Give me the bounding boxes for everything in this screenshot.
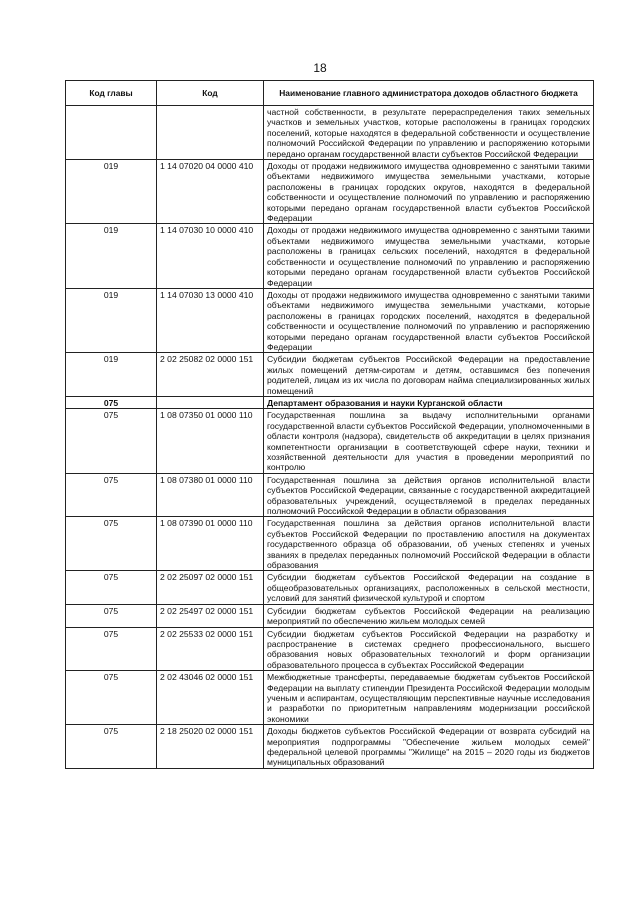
header-code: Код [157, 81, 264, 106]
table-row [66, 604, 594, 627]
revenue-name-cell: Государственная пошлина за действия органов исполнительной власти субъектов Российской Федерации по проставлению апостиля на документах государственного образца об образовании, об ученых степенях и ученых званиях в пределах переданных полномочий Российской Федерации в области образования [264, 517, 594, 571]
department-row [66, 396, 594, 408]
chapter-code-cell: 075 [66, 396, 157, 408]
table-header-row [66, 81, 594, 106]
chapter-code-cell: 075 [66, 517, 157, 571]
table-row [66, 517, 594, 571]
table-row [66, 473, 594, 517]
revenue-code-cell: 1 08 07390 01 0000 110 [157, 517, 264, 571]
revenue-name-cell: Доходы от продажи недвижимого имущества одновременно с занятыми такими объектами недвижимого имущества земельными участками, которые расположены в границах сельских поселений, находятся в федеральной собственности и осуществление полномочий по управлению и распоряжению которыми передано органам государственной власти субъектов Российской Федерации [264, 224, 594, 288]
revenue-name-cell: Департамент образования и науки Курганской области [264, 396, 594, 408]
table-row [66, 106, 594, 160]
chapter-code-cell: 075 [66, 473, 157, 517]
chapter-code-cell: 075 [66, 604, 157, 627]
revenue-name-cell: Межбюджетные трансферты, передаваемые бюджетам субъектов Российской Федерации на выплату стипендии Президента Российской Федерации молодым ученым и аспирантам, осуществляющим перспективные научные исследования и разработки по приоритетным направлениям модернизации российской экономики [264, 671, 594, 725]
revenue-code-cell [157, 396, 264, 408]
revenue-code-cell: 2 02 25497 02 0000 151 [157, 604, 264, 627]
chapter-code-cell: 019 [66, 224, 157, 288]
table-row [66, 725, 594, 769]
chapter-code-cell: 019 [66, 160, 157, 224]
page-number: 18 [313, 61, 327, 75]
revenue-name-cell: Субсидии бюджетам субъектов Российской Федерации на реализацию мероприятий по обеспечению жильем молодых семей [264, 604, 594, 627]
revenue-name-cell: Доходы от продажи недвижимого имущества одновременно с занятыми такими объектами недвижимого имущества земельными участками, которые расположены в границах городских поселений, находятся в федеральной собственности и осуществление полномочий по управлению и распоряжению которыми передано органам государственной власти субъектов Российской Федерации [264, 288, 594, 352]
revenue-code-cell: 1 08 07380 01 0000 110 [157, 473, 264, 517]
revenue-code-cell: 1 14 07030 10 0000 410 [157, 224, 264, 288]
revenue-name-cell: Субсидии бюджетам субъектов Российской Федерации на разработку и распространение в системах среднего профессионального, высшего образования новых образовательных технологий и форм организации образовательного процесса в субъектах Российской Федерации [264, 627, 594, 671]
revenue-code-cell: 1 14 07030 13 0000 410 [157, 288, 264, 352]
chapter-code-cell: 075 [66, 671, 157, 725]
table-row [66, 288, 594, 352]
revenue-name-cell: Государственная пошлина за действия органов исполнительной власти субъектов Российской Федерации, связанные с государственной аккредитацией образовательных учреждений, осуществляемой в пределах переданных полномочий Российской Федерации в области образования [264, 473, 594, 517]
revenue-name-cell: Доходы от продажи недвижимого имущества одновременно с занятыми такими объектами недвижимого имущества земельными участками, которые расположены в границах городских округов, находятся в федеральной собственности и осуществление полномочий по управлению и распоряжению которыми передано органам государственной власти субъектов Российской Федерации [264, 160, 594, 224]
chapter-code-cell: 075 [66, 571, 157, 604]
revenue-code-cell [157, 106, 264, 160]
revenue-code-cell: 1 14 07020 04 0000 410 [157, 160, 264, 224]
revenue-code-cell: 2 02 25533 02 0000 151 [157, 627, 264, 671]
revenue-code-cell: 2 02 25097 02 0000 151 [157, 571, 264, 604]
table-row [66, 409, 594, 473]
header-administrator-name: Наименование главного администратора доходов областного бюджета [264, 81, 594, 106]
table-body [66, 106, 594, 769]
chapter-code-cell: 019 [66, 353, 157, 397]
revenue-code-cell: 2 02 25082 02 0000 151 [157, 353, 264, 397]
revenue-code-cell: 1 08 07350 01 0000 110 [157, 409, 264, 473]
chapter-code-cell [66, 106, 157, 160]
table-row [66, 353, 594, 397]
revenue-name-cell: Государственная пошлина за выдачу исполнительными органами государственной власти субъектов Российской Федерации, уполномоченными в области контроля (надзора), свидетельств об аккредитации в целях признания компетентности организации в соответствующей сфере науки, техники и хозяйственной деятельности для участия в проведении мероприятий по контролю [264, 409, 594, 473]
revenue-code-cell: 2 18 25020 02 0000 151 [157, 725, 264, 769]
revenue-name-cell: Доходы бюджетов субъектов Российской Федерации от возврата субсидий на мероприятия подпрограммы "Обеспечение жильем молодых семей" федеральной целевой программы "Жилище" на 2015 – 2020 годы из бюджетов муниципальных образований [264, 725, 594, 769]
revenue-administrators-table [65, 80, 594, 769]
revenue-name-cell: Субсидии бюджетам субъектов Российской Федерации на создание в общеобразовательных организациях, расположенных в сельской местности, условий для занятий физической культурой и спортом [264, 571, 594, 604]
table-row [66, 627, 594, 671]
chapter-code-cell: 075 [66, 409, 157, 473]
revenue-name-cell: Субсидии бюджетам субъектов Российской Федерации на предоставление жилых помещений детям-сиротам и детям, оставшимся без попечения родителей, лицам из их числа по договорам найма специализированных жилых помещений [264, 353, 594, 397]
table-row [66, 224, 594, 288]
chapter-code-cell: 075 [66, 627, 157, 671]
revenue-name-cell: частной собственности, в результате перераспределения таких земельных участков и земельных участков, которые расположены в границах городских поселений, которые находятся в федеральной собственности и осуществление полномочий Российской Федерации по управлению и распоряжению которыми передано органам государственной власти субъектов Российской Федерации [264, 106, 594, 160]
revenue-code-cell: 2 02 43046 02 0000 151 [157, 671, 264, 725]
chapter-code-cell: 075 [66, 725, 157, 769]
table-row [66, 160, 594, 224]
header-chapter-code: Код главы [66, 81, 157, 106]
table-row [66, 671, 594, 725]
table-row [66, 571, 594, 604]
chapter-code-cell: 019 [66, 288, 157, 352]
